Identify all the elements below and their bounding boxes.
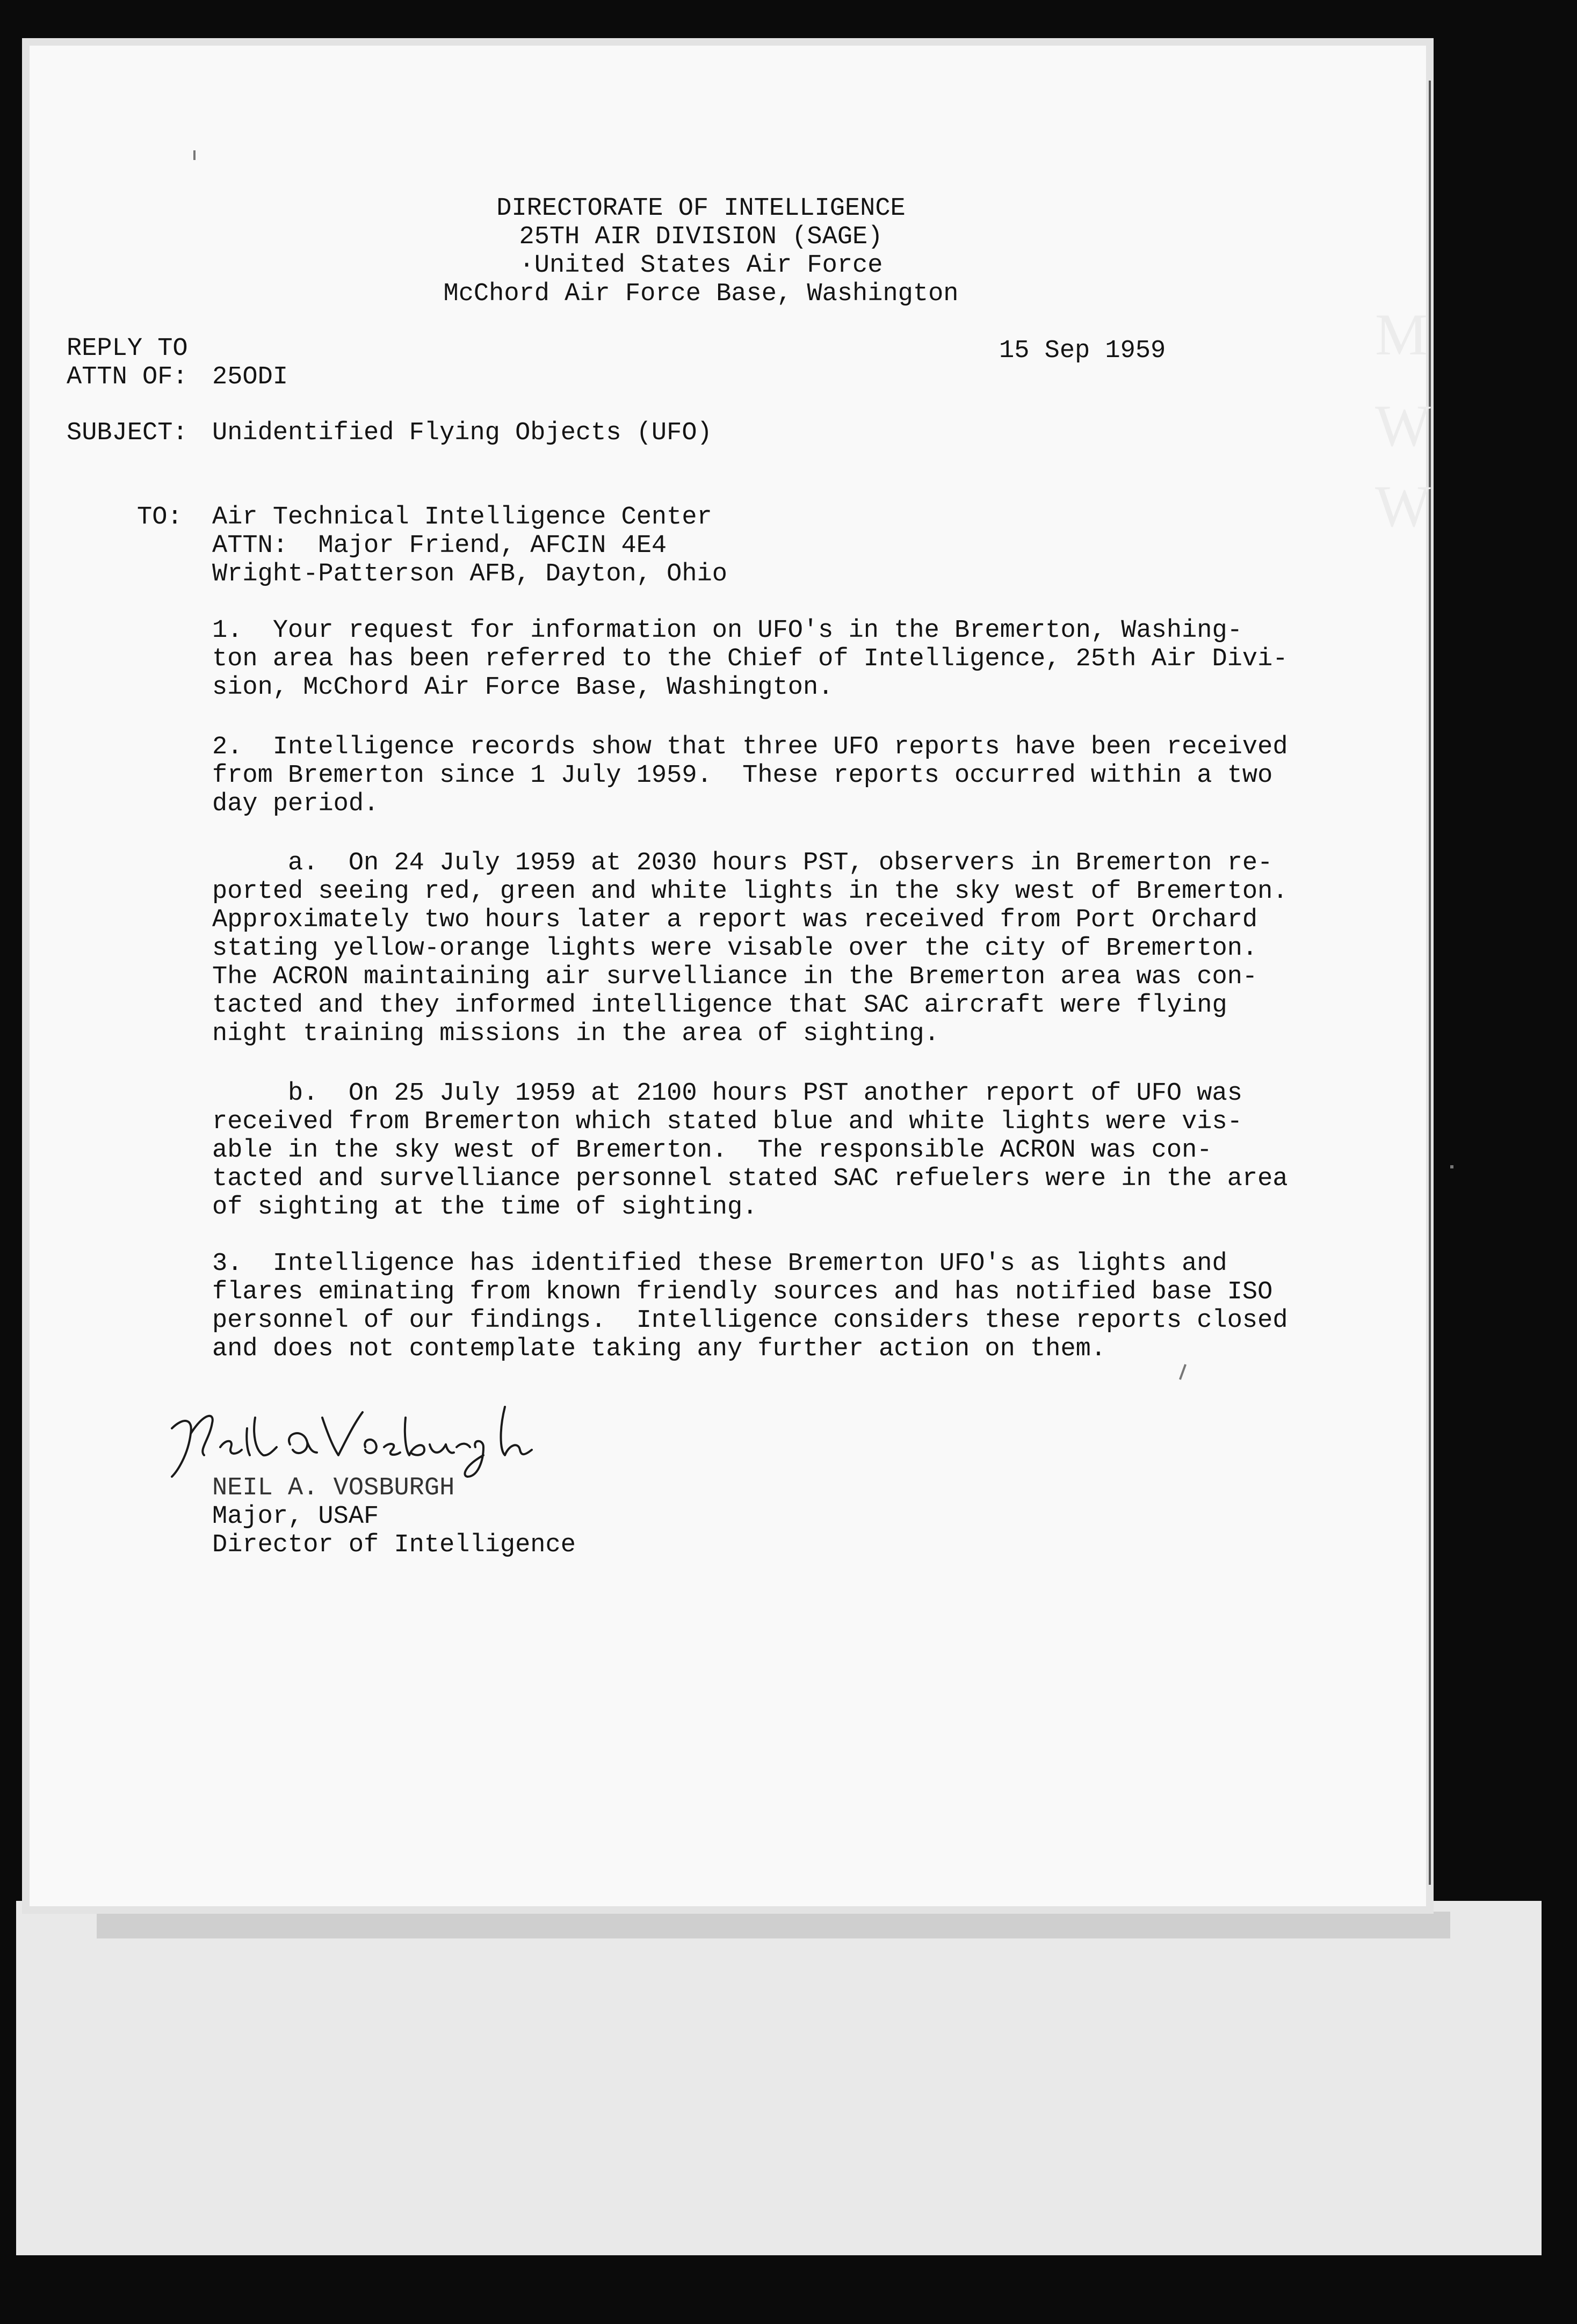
paragraph-2-line: from Bremerton since 1 July 1959. These reports occurred within a two <box>212 761 1273 790</box>
attn-of-label: ATTN OF: <box>67 363 188 391</box>
letterhead-org: DIRECTORATE OF INTELLIGENCE <box>496 194 906 223</box>
to-line: ATTN: Major Friend, AFCIN 4E4 <box>212 532 667 560</box>
paragraph-2-line: 2. Intelligence records show that three UFO reports have been received <box>212 733 1288 761</box>
paragraph-2b-line: of sighting at the time of sighting. <box>212 1193 758 1222</box>
paragraph-2a-line: a. On 24 July 1959 at 2030 hours PST, observers in Bremerton re- <box>212 849 1273 877</box>
page-edge-line <box>1429 81 1431 1885</box>
speck-mark <box>1450 1165 1453 1168</box>
subject-value: Unidentified Flying Objects (UFO) <box>212 419 712 447</box>
paragraph-3-line: flares eminating from known friendly sources and has notified base ISO <box>212 1278 1273 1306</box>
paragraph-1-line: sion, McChord Air Force Base, Washington. <box>212 673 834 702</box>
signer-rank: Major, USAF <box>212 1502 379 1531</box>
bleed-through-mark: W <box>1375 474 1431 539</box>
to-label: TO: <box>137 503 183 532</box>
speck-mark <box>193 150 196 160</box>
bleed-through-mark: W <box>1375 393 1431 459</box>
to-line: Wright-Patterson AFB, Dayton, Ohio <box>212 560 727 589</box>
paragraph-2b-line: received from Bremerton which stated blue and white lights were vis- <box>212 1108 1242 1136</box>
bleed-through-mark: M <box>1375 302 1428 367</box>
signer-title: Director of Intelligence <box>212 1531 576 1559</box>
paragraph-2a-line: stating yellow-orange lights were visable over the city of Bremerton. <box>212 934 1258 963</box>
handwritten-signature <box>161 1396 569 1482</box>
scan-background-sheet <box>16 1901 1542 2255</box>
to-line: Air Technical Intelligence Center <box>212 503 712 532</box>
letterhead-division: 25TH AIR DIVISION (SAGE) <box>519 223 883 251</box>
scan-shadow <box>97 1912 1450 1938</box>
paragraph-1-line: ton area has been referred to the Chief of Intelligence, 25th Air Divi- <box>212 645 1288 673</box>
paragraph-3-line: personnel of our findings. Intelligence considers these reports closed <box>212 1306 1288 1335</box>
subject-label: SUBJECT: <box>67 419 188 447</box>
paragraph-2b-line: tacted and survelliance personnel stated SAC refuelers were in the area <box>212 1165 1288 1193</box>
paragraph-2a-line: The ACRON maintaining air survelliance in the Bremerton area was con- <box>212 963 1258 991</box>
paragraph-3-line: 3. Intelligence has identified these Bremerton UFO's as lights and <box>212 1250 1227 1278</box>
paragraph-2b-line: b. On 25 July 1959 at 2100 hours PST another report of UFO was <box>212 1079 1242 1108</box>
signer-name: NEIL A. VOSBURGH <box>212 1474 455 1502</box>
letter-date: 15 Sep 1959 <box>999 337 1166 365</box>
paragraph-2a-line: Approximately two hours later a report was received from Port Orchard <box>212 906 1258 934</box>
paragraph-2-line: day period. <box>212 790 379 818</box>
paragraph-2b-line: able in the sky west of Bremerton. The responsible ACRON was con- <box>212 1136 1212 1165</box>
letterhead-base: McChord Air Force Base, Washington <box>443 280 959 308</box>
paragraph-2a-line: night training missions in the area of sighting. <box>212 1020 939 1048</box>
reply-to-label: REPLY TO <box>67 335 188 363</box>
attn-of-value: 25ODI <box>212 363 288 391</box>
letterhead-service: ·United States Air Force <box>519 251 883 280</box>
paragraph-1-line: 1. Your request for information on UFO's in the Bremerton, Washing- <box>212 616 1242 645</box>
paragraph-2a-line: tacted and they informed intelligence that SAC aircraft were flying <box>212 991 1227 1020</box>
paragraph-3-line: and does not contemplate taking any further action on them. <box>212 1335 1106 1363</box>
paragraph-2a-line: ported seeing red, green and white lights in the sky west of Bremerton. <box>212 877 1288 906</box>
